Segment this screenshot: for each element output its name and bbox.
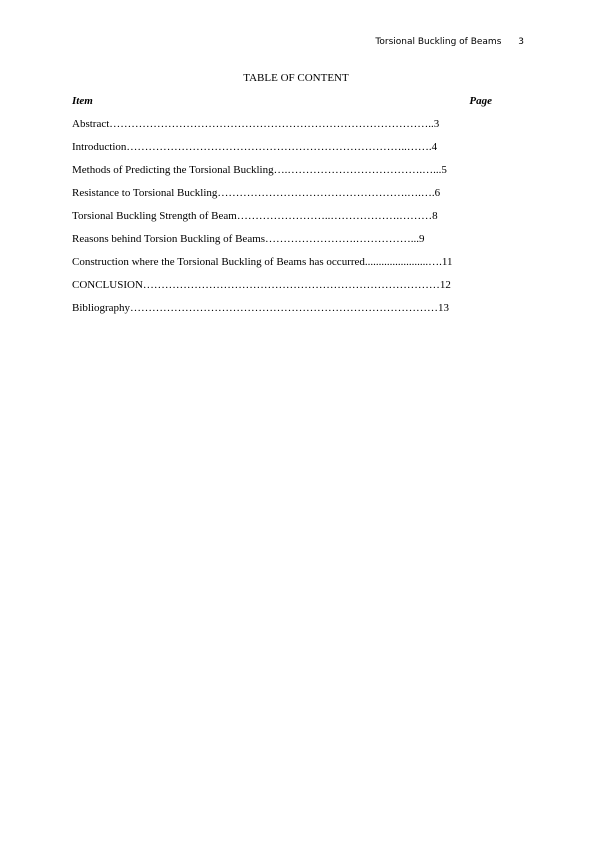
toc-column-page: Page: [469, 95, 492, 107]
page-number: 3: [518, 37, 524, 47]
running-title: Torsional Buckling of Beams: [375, 37, 502, 47]
toc-entry-resistance[interactable]: Resistance to Torsional Buckling…………………………………………….….….6: [72, 187, 441, 199]
toc-entry-introduction[interactable]: Introduction…………………………………………………………………..…….4: [72, 141, 438, 153]
toc-entry-reasons[interactable]: Reasons behind Torsion Buckling of Beams…………………….……………...9: [72, 233, 425, 245]
toc-entry-strength[interactable]: Torsional Buckling Strength of Beam……………………..……………….………8: [72, 210, 438, 222]
toc-entry-abstract[interactable]: Abstract……………………………………………………………………………..3: [72, 118, 440, 130]
running-header: [0, 36, 524, 48]
toc-entry-methods[interactable]: Methods of Predicting the Torsional Buckling….……………………………….…...5: [72, 164, 447, 176]
toc-column-headers: [72, 94, 494, 108]
table-of-contents: [72, 71, 494, 324]
toc-column-item: Item: [72, 95, 93, 107]
toc-entry-bibliography[interactable]: Bibliography…………………………………………………………………………13: [72, 302, 450, 314]
toc-title: TABLE OF CONTENT: [243, 72, 349, 84]
toc-entry-construction[interactable]: Construction where the Torsional Buckling of Beams has occurred.......................….11: [72, 256, 453, 268]
toc-entry-conclusion[interactable]: CONCLUSION………………………………………………………………………12: [72, 279, 451, 291]
